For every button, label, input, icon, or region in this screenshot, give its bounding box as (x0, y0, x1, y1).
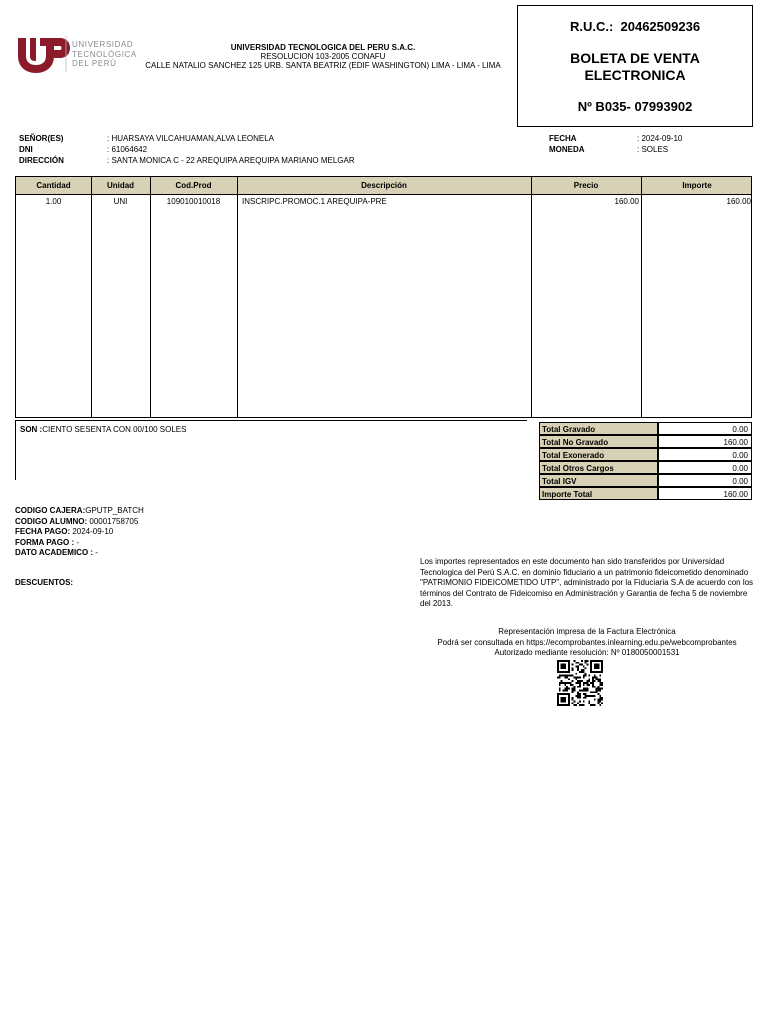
footer-line-2: Podrá ser consultada en https://ecomprobantes.inlearning.edu.pe/webcomprobantes (437, 637, 737, 647)
client-address-label: DIRECCIÓN (19, 156, 64, 165)
header-cantidad: Cantidad (36, 181, 71, 190)
total-value: 0.00 (658, 448, 752, 461)
pay-date-label: FECHA PAGO: (15, 527, 71, 536)
son-text: CIENTO SESENTA CON 00/100 SOLES (42, 425, 187, 434)
total-row (539, 487, 752, 500)
pay-method: - (74, 537, 79, 547)
client-address: : SANTA MONICA C - 22 AREQUIPA AREQUIPA MARIANO MELGAR (107, 156, 355, 165)
client-dni-label: DNI (19, 145, 33, 154)
legal-note: Los importes representados en este documento han sido transferidos por Universidad Tecnologica del Perú S.A.C. en dominio fiduciario a un patrimonio fideicometido denominado "PATRIMONIO FIDEICOMETIDO UTP", administrado por la Fiduciaria S.A de acuerdo con los términos del Contrato de Fideicomiso en Administración y Garantia de fecha 5 de noviembre del 2013. (420, 557, 754, 608)
total-value: 0.00 (658, 474, 752, 487)
discounts-label: DESCUENTOS: (15, 578, 74, 587)
total-value: 160.00 (658, 487, 752, 500)
header-cod-prod: Cod.Prod (175, 181, 212, 190)
pay-method-label: FORMA PAGO : (15, 537, 75, 547)
student-code: 00001758705 (87, 516, 139, 526)
total-label: Total Otros Cargos (539, 461, 658, 474)
company-resolution: RESOLUCION 103-2005 CONAFU (260, 52, 386, 61)
company-header (140, 43, 506, 70)
document-type: BOLETA DE VENTA ELECTRONICA (570, 50, 700, 83)
row-cantidad: 1.00 (45, 197, 62, 206)
date-labels (549, 133, 585, 155)
total-row (539, 422, 752, 435)
ruc-number: 20462509236 (620, 19, 701, 34)
row-importe: 160.00 (726, 197, 751, 206)
client-name: : HUARSAYA VILCAHUAMAN,ALVA LEONELA (107, 134, 275, 143)
row-precio: 160.00 (614, 197, 639, 206)
footer-line-1: Representación impresa de la Factura Electrónica (498, 627, 676, 636)
header-unidad: Unidad (106, 181, 135, 190)
currency-label: MONEDA (549, 145, 585, 154)
payment-info (15, 506, 144, 559)
academic-label: DATO ACADEMICO : (15, 548, 94, 557)
amount-in-words (15, 420, 527, 480)
pay-date: 2024-09-10 (70, 527, 114, 536)
client-name-label: SEÑOR(ES) (19, 134, 64, 143)
ruc-box (517, 5, 753, 127)
total-row (539, 448, 752, 461)
total-label: Total IGV (539, 474, 658, 487)
header-precio: Precio (573, 181, 599, 190)
client-labels (19, 133, 64, 166)
logo-text: UNIVERSIDAD TECNOLÓGICA DEL PERÚ (72, 40, 137, 68)
total-label: Importe Total (539, 487, 658, 500)
document-number: Nº B035- 07993902 (577, 99, 693, 114)
qr-code-icon (557, 660, 603, 706)
footer-line-3: Autorizado mediante resolución: Nº 0180050001531 (494, 648, 680, 657)
total-label: Total Gravado (539, 422, 658, 435)
row-unidad: UNI (113, 197, 128, 206)
cashier-label: CODIGO CAJERA: (15, 506, 86, 515)
company-address: CALLE NATALIO SANCHEZ 125 URB. SANTA BEATRIZ (EDIF WASHINGTON) LIMA - LIMA - LIMA (145, 61, 501, 70)
academic-data: - (93, 548, 98, 557)
total-label: Total Exonerado (539, 448, 658, 461)
client-values (107, 133, 355, 166)
total-row (539, 461, 752, 474)
total-row (539, 474, 752, 487)
row-cod-prod: 109010010018 (166, 197, 221, 206)
son-label: SON : (20, 425, 43, 434)
client-dni: : 61064642 (107, 145, 148, 154)
items-table (15, 176, 752, 418)
total-label: Total No Gravado (539, 435, 658, 448)
header-descripcion: Descripción (361, 181, 407, 190)
date-values (637, 133, 682, 155)
student-label: CODIGO ALUMNO: (15, 516, 88, 526)
totals-table (539, 422, 752, 500)
total-value: 0.00 (658, 422, 752, 435)
date-label: FECHA (549, 134, 577, 143)
issue-date: : 2024-09-10 (637, 134, 683, 143)
total-value: 160.00 (658, 435, 752, 448)
header-importe: Importe (682, 181, 712, 190)
cashier-code: GPUTP_BATCH (85, 506, 144, 515)
ruc-line (518, 19, 752, 34)
total-value: 0.00 (658, 461, 752, 474)
company-name: UNIVERSIDAD TECNOLOGICA DEL PERU S.A.C. (230, 43, 416, 52)
footer (420, 627, 754, 659)
total-row (539, 435, 752, 448)
ruc-label: R.U.C.: (569, 19, 614, 34)
currency: : SOLES (637, 145, 669, 154)
row-descripcion: INSCRIPC.PROMOC.1 AREQUIPA-PRE (242, 197, 387, 206)
